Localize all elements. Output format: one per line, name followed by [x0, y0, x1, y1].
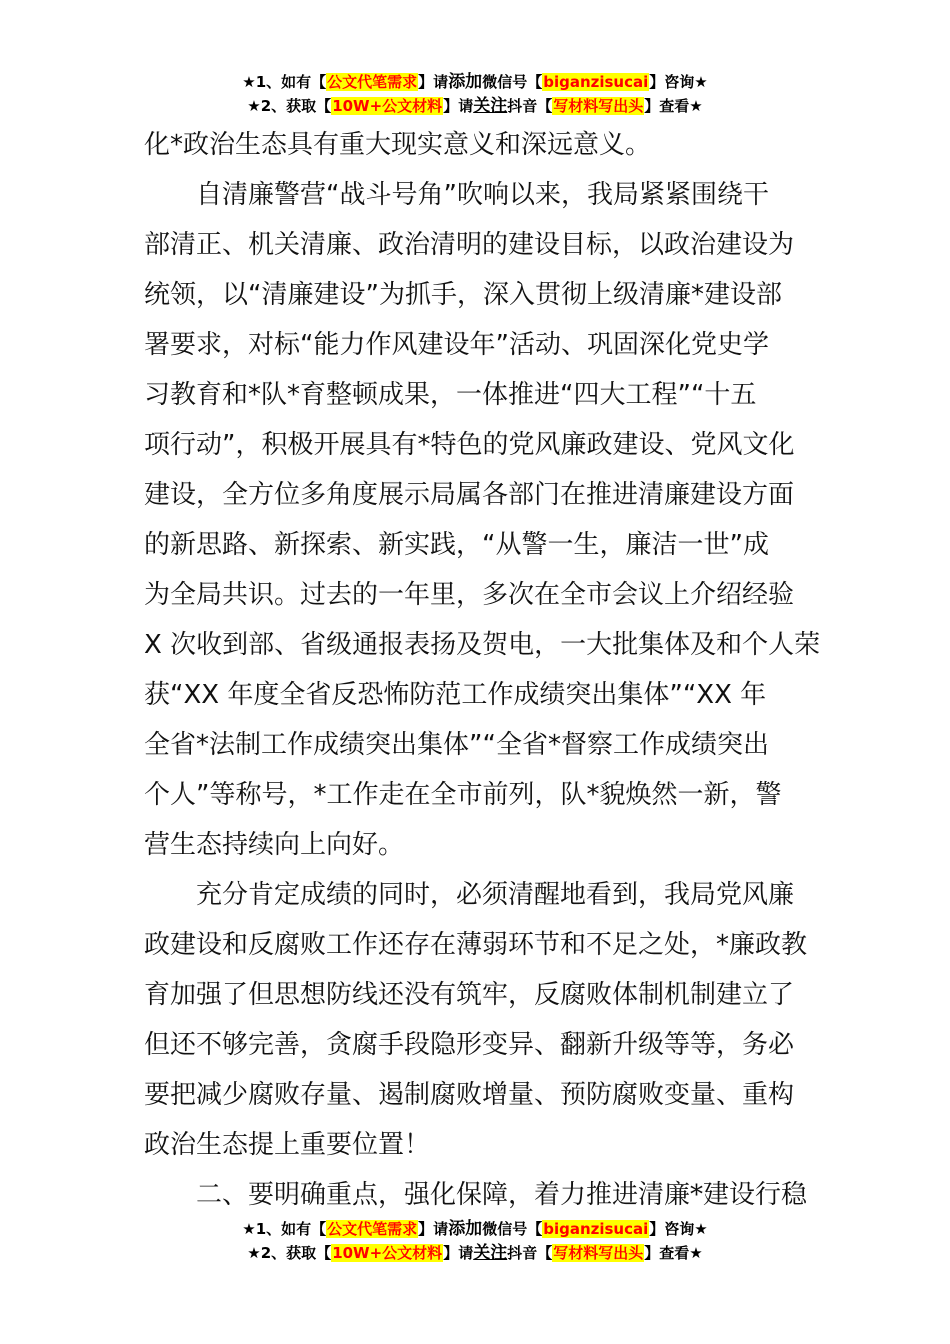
header-line-2 [0, 94, 950, 118]
body-line: 但还不够完善，贪腐手段隐形变异、翻新升级等等，务必 [144, 1030, 795, 1060]
header-line-2-end: 】查看★ [644, 97, 703, 115]
body-line: 获“XX 年度全省反恐怖防范工作成绩突出集体”“XX 年 [144, 680, 767, 710]
body-line: 统领，以“清廉建设”为抓手，深入贯彻上级清廉*建设部 [144, 280, 782, 310]
header-banner-top [0, 70, 950, 118]
body-line: 育加强了但思想防线还没有筑牢，反腐败体制机制建立了 [144, 980, 795, 1010]
body-line: 全省*法制工作成绩突出集体”“全省*督察工作成绩突出 [144, 730, 769, 760]
body-line: X 次收到部、省级通报表扬及贺电，一大批集体及和个人荣 [144, 630, 821, 660]
highlight-douyin-account: 写材料写出头 [553, 1244, 644, 1262]
footer-line-2 [0, 1241, 950, 1265]
footer-line-1-end: 】咨询★ [649, 1220, 708, 1238]
body-line: 署要求，对标“能力作风建设年”活动、巩固深化党史学 [144, 330, 769, 360]
body-line: 部清正、机关清廉、政治清明的建设目标，以政治建设为 [144, 230, 795, 260]
header-banner-bottom [0, 1217, 950, 1265]
header-line-1-mid2: 微信号【 [482, 73, 543, 91]
section-heading-line: 二、要明确重点，强化保障，着力推进清廉*建设行稳 [196, 1180, 808, 1210]
body-line: 要把减少腐败存量、遏制腐败增量、预防腐败变量、重构 [144, 1080, 795, 1110]
header-line-1-end: 】咨询★ [649, 73, 708, 91]
body-line: 自清廉警营“战斗号角”吹响以来，我局紧紧围绕干 [196, 180, 769, 210]
footer-line-1-start: ★1、如有【 [242, 1220, 327, 1238]
highlight-wechat-id: biganzisucai [543, 1220, 649, 1238]
footer-line-2-end: 】查看★ [644, 1244, 703, 1262]
highlight-materials: 10W+公文材料 [332, 1244, 443, 1262]
body-line: 的新思路、新探索、新实践，“从警一生，廉洁一世”成 [144, 530, 769, 560]
body-line: 政建设和反腐败工作还存在薄弱环节和不足之处，*廉政教 [144, 930, 808, 960]
body-line: 营生态持续向上向好。 [144, 830, 405, 860]
highlight-ghostwriting: 公文代笔需求 [327, 73, 418, 91]
body-line: 建设，全方位多角度展示局属各部门在推进清廉建设方面 [144, 480, 795, 510]
footer-line-1-mid: 】请 [418, 1220, 449, 1238]
footer-line-1-mid2: 微信号【 [482, 1220, 543, 1238]
body-line: 政治生态提上重要位置！ [144, 1130, 431, 1160]
header-line-2-mid: 】请 [443, 97, 474, 115]
footer-line-2-emph: 关注 [473, 1243, 508, 1263]
body-line: 化*政治生态具有重大现实意义和深远意义。 [144, 130, 652, 160]
header-line-1 [0, 70, 950, 94]
footer-line-2-start: ★2、获取【 [247, 1244, 332, 1262]
header-line-1-emph: 添加 [448, 72, 483, 92]
footer-line-2-mid: 】请 [443, 1244, 474, 1262]
body-line: 充分肯定成绩的同时，必须清醒地看到，我局党风廉 [196, 880, 795, 910]
header-line-1-mid: 】请 [418, 73, 449, 91]
footer-line-1-emph: 添加 [448, 1219, 483, 1239]
highlight-ghostwriting: 公文代笔需求 [327, 1220, 418, 1238]
header-line-2-emph: 关注 [473, 96, 508, 116]
body-line: 个人”等称号，*工作走在全市前列，队*貌焕然一新，警 [144, 780, 782, 810]
highlight-douyin-account: 写材料写出头 [553, 97, 644, 115]
body-line: 项行动”，积极开展具有*特色的党风廉政建设、党风文化 [144, 430, 795, 460]
document-body [144, 120, 821, 1220]
footer-line-2-mid2: 抖音【 [507, 1244, 553, 1262]
header-line-1-start: ★1、如有【 [242, 73, 327, 91]
body-line: 习教育和*队*育整顿成果，一体推进“四大工程”“十五 [144, 380, 757, 410]
header-line-2-mid2: 抖音【 [507, 97, 553, 115]
header-line-2-start: ★2、获取【 [247, 97, 332, 115]
body-line: 为全局共识。过去的一年里，多次在全市会议上介绍经验 [144, 580, 795, 610]
highlight-materials: 10W+公文材料 [332, 97, 443, 115]
highlight-wechat-id: biganzisucai [543, 73, 649, 91]
footer-line-1 [0, 1217, 950, 1241]
